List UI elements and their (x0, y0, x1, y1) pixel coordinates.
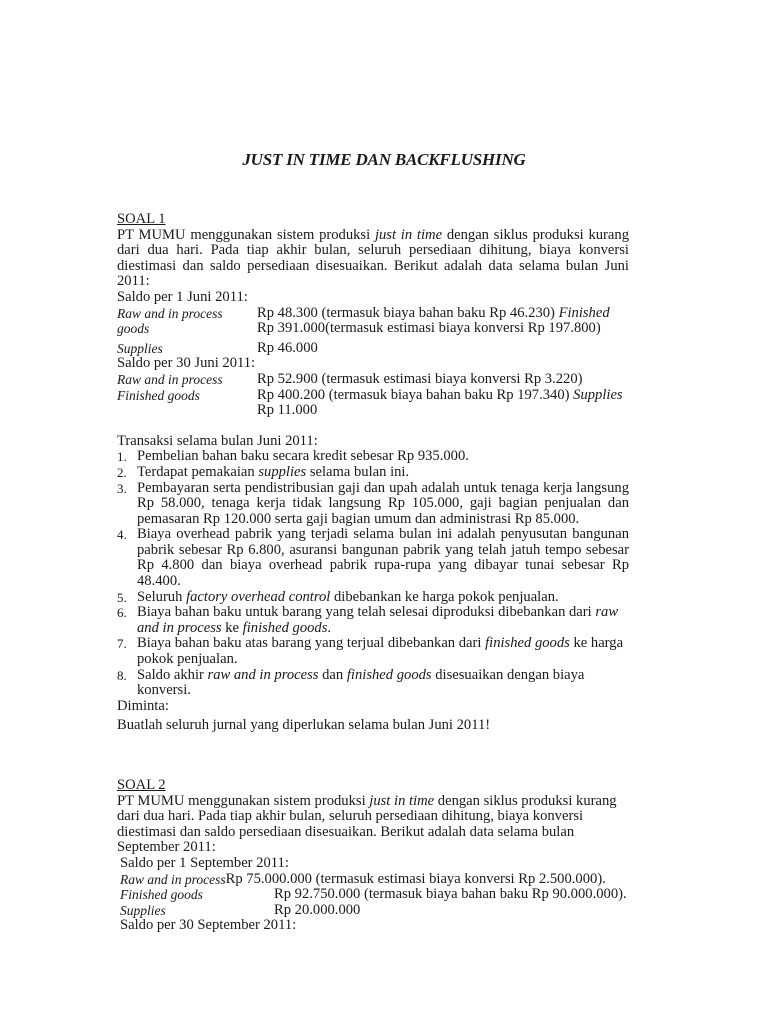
soal-1-intro: PT MUMU menggunakan sistem produksi just in time dengan siklus produksi kurang dari dua hari. Pada tiap akhir bulan, seluruh persediaan dihitung, biaya konversi diestimasi dan saldo persediaan disesuaikan. Berikut adalah data selama bulan Juni 2011: (117, 226, 629, 290)
document-title: JUST IN TIME DAN BACKFLUSHING (242, 150, 526, 169)
diminta-text: Buatlah seluruh jurnal yang diperlukan selama bulan Juni 2011! (117, 717, 491, 734)
saldo-awal-supplies-row: Supplies Rp 46.000 (117, 339, 318, 356)
transaksi-list (117, 449, 629, 699)
soal-1-section (117, 212, 629, 734)
soal-2-supplies-row: Supplies Rp 20.000.000 (120, 901, 361, 918)
soal-2-heading: SOAL 2 (117, 777, 166, 793)
list-item: 1. Pembelian bahan baku secara kredit sebesar Rp 935.000. (117, 448, 469, 465)
list-item: 5. Seluruh factory overhead control dibebankan ke harga pokok penjualan. (117, 588, 559, 605)
saldo-akhir-label: Saldo per 30 Juni 2011: (117, 355, 256, 372)
soal-2-raw-row: Raw and in process Rp 75.000.000 (termasuk estimasi biaya konversi Rp 2.500.000). (120, 870, 606, 887)
saldo-akhir-supplies-row: Rp 11.000 (257, 402, 318, 419)
list-item: 4. Biaya overhead pabrik yang terjadi selama bulan ini adalah penyusutan bangunan pabrik sebesar Rp 6.800, asuransi bangunan pabrik yang telah jatuh tempo sebesar Rp 4.800 dan biaya overhead pabrik rupa-rupa yang dibayar tunai sebesar Rp 48.400. (117, 526, 629, 590)
list-item: 3. Pembayaran serta pendistribusian gaji dan upah adalah untuk tenaga kerja langsung Rp 58.000, tenaga kerja tidak langsung Rp 105.000, gaji bagian penjualan dan pemasaran Rp 120.000 serta gaji bagian umum dan administrasi Rp 85.000. (117, 479, 629, 527)
saldo-akhir-raw-row: Raw and in process Rp 52.900 (termasuk estimasi biaya konversi Rp 3.220) (117, 370, 583, 387)
list-item: 7. Biaya bahan baku atas barang yang terjual dibebankan dari finished goods ke harga pokok penjualan. (117, 635, 624, 668)
saldo-awal-fg-row: goods Rp 391.000(termasuk estimasi biaya konversi Rp 197.800) (117, 320, 601, 337)
soal-2-intro: PT MUMU menggunakan sistem produksi just in time dengan siklus produksi kurang dari dua hari. Pada tiap akhir bulan, seluruh persediaan dihitung, biaya konversi diestimasi dan saldo persediaan disesuaikan. Berikut adalah data selama bulan September 2011: (117, 792, 617, 856)
diminta-label: Diminta: (117, 697, 169, 714)
soal-2-saldo-awal-label: Saldo per 1 September 2011: (120, 854, 289, 871)
soal-2-saldo-akhir-label: Saldo per 30 September 2011: (120, 917, 297, 934)
list-item: 2. Terdapat pemakaian supplies selama bulan ini. (117, 463, 410, 480)
list-item: 8. Saldo akhir raw and in process dan finished goods disesuaikan dengan biaya konversi. (117, 666, 585, 699)
saldo-awal-label: Saldo per 1 Juni 2011: (117, 288, 248, 305)
saldo-awal-raw-row: Raw and in process Rp 48.300 (termasuk biaya bahan baku Rp 46.230) Finished (117, 304, 610, 321)
soal-2-section (117, 778, 629, 934)
list-item: 6. Biaya bahan baku untuk barang yang telah selesai diproduksi dibebankan dari raw and in process ke finished goods. (117, 604, 619, 636)
transaksi-label: Transaksi selama bulan Juni 2011: (117, 432, 318, 449)
soal-2-fg-row: Finished goods Rp 92.750.000 (termasuk biaya bahan baku Rp 90.000.000). (120, 886, 627, 903)
saldo-akhir-fg-row: Finished goods Rp 400.200 (termasuk biaya bahan baku Rp 197.340) Supplies (117, 386, 623, 403)
soal-1-heading: SOAL 1 (117, 211, 166, 227)
